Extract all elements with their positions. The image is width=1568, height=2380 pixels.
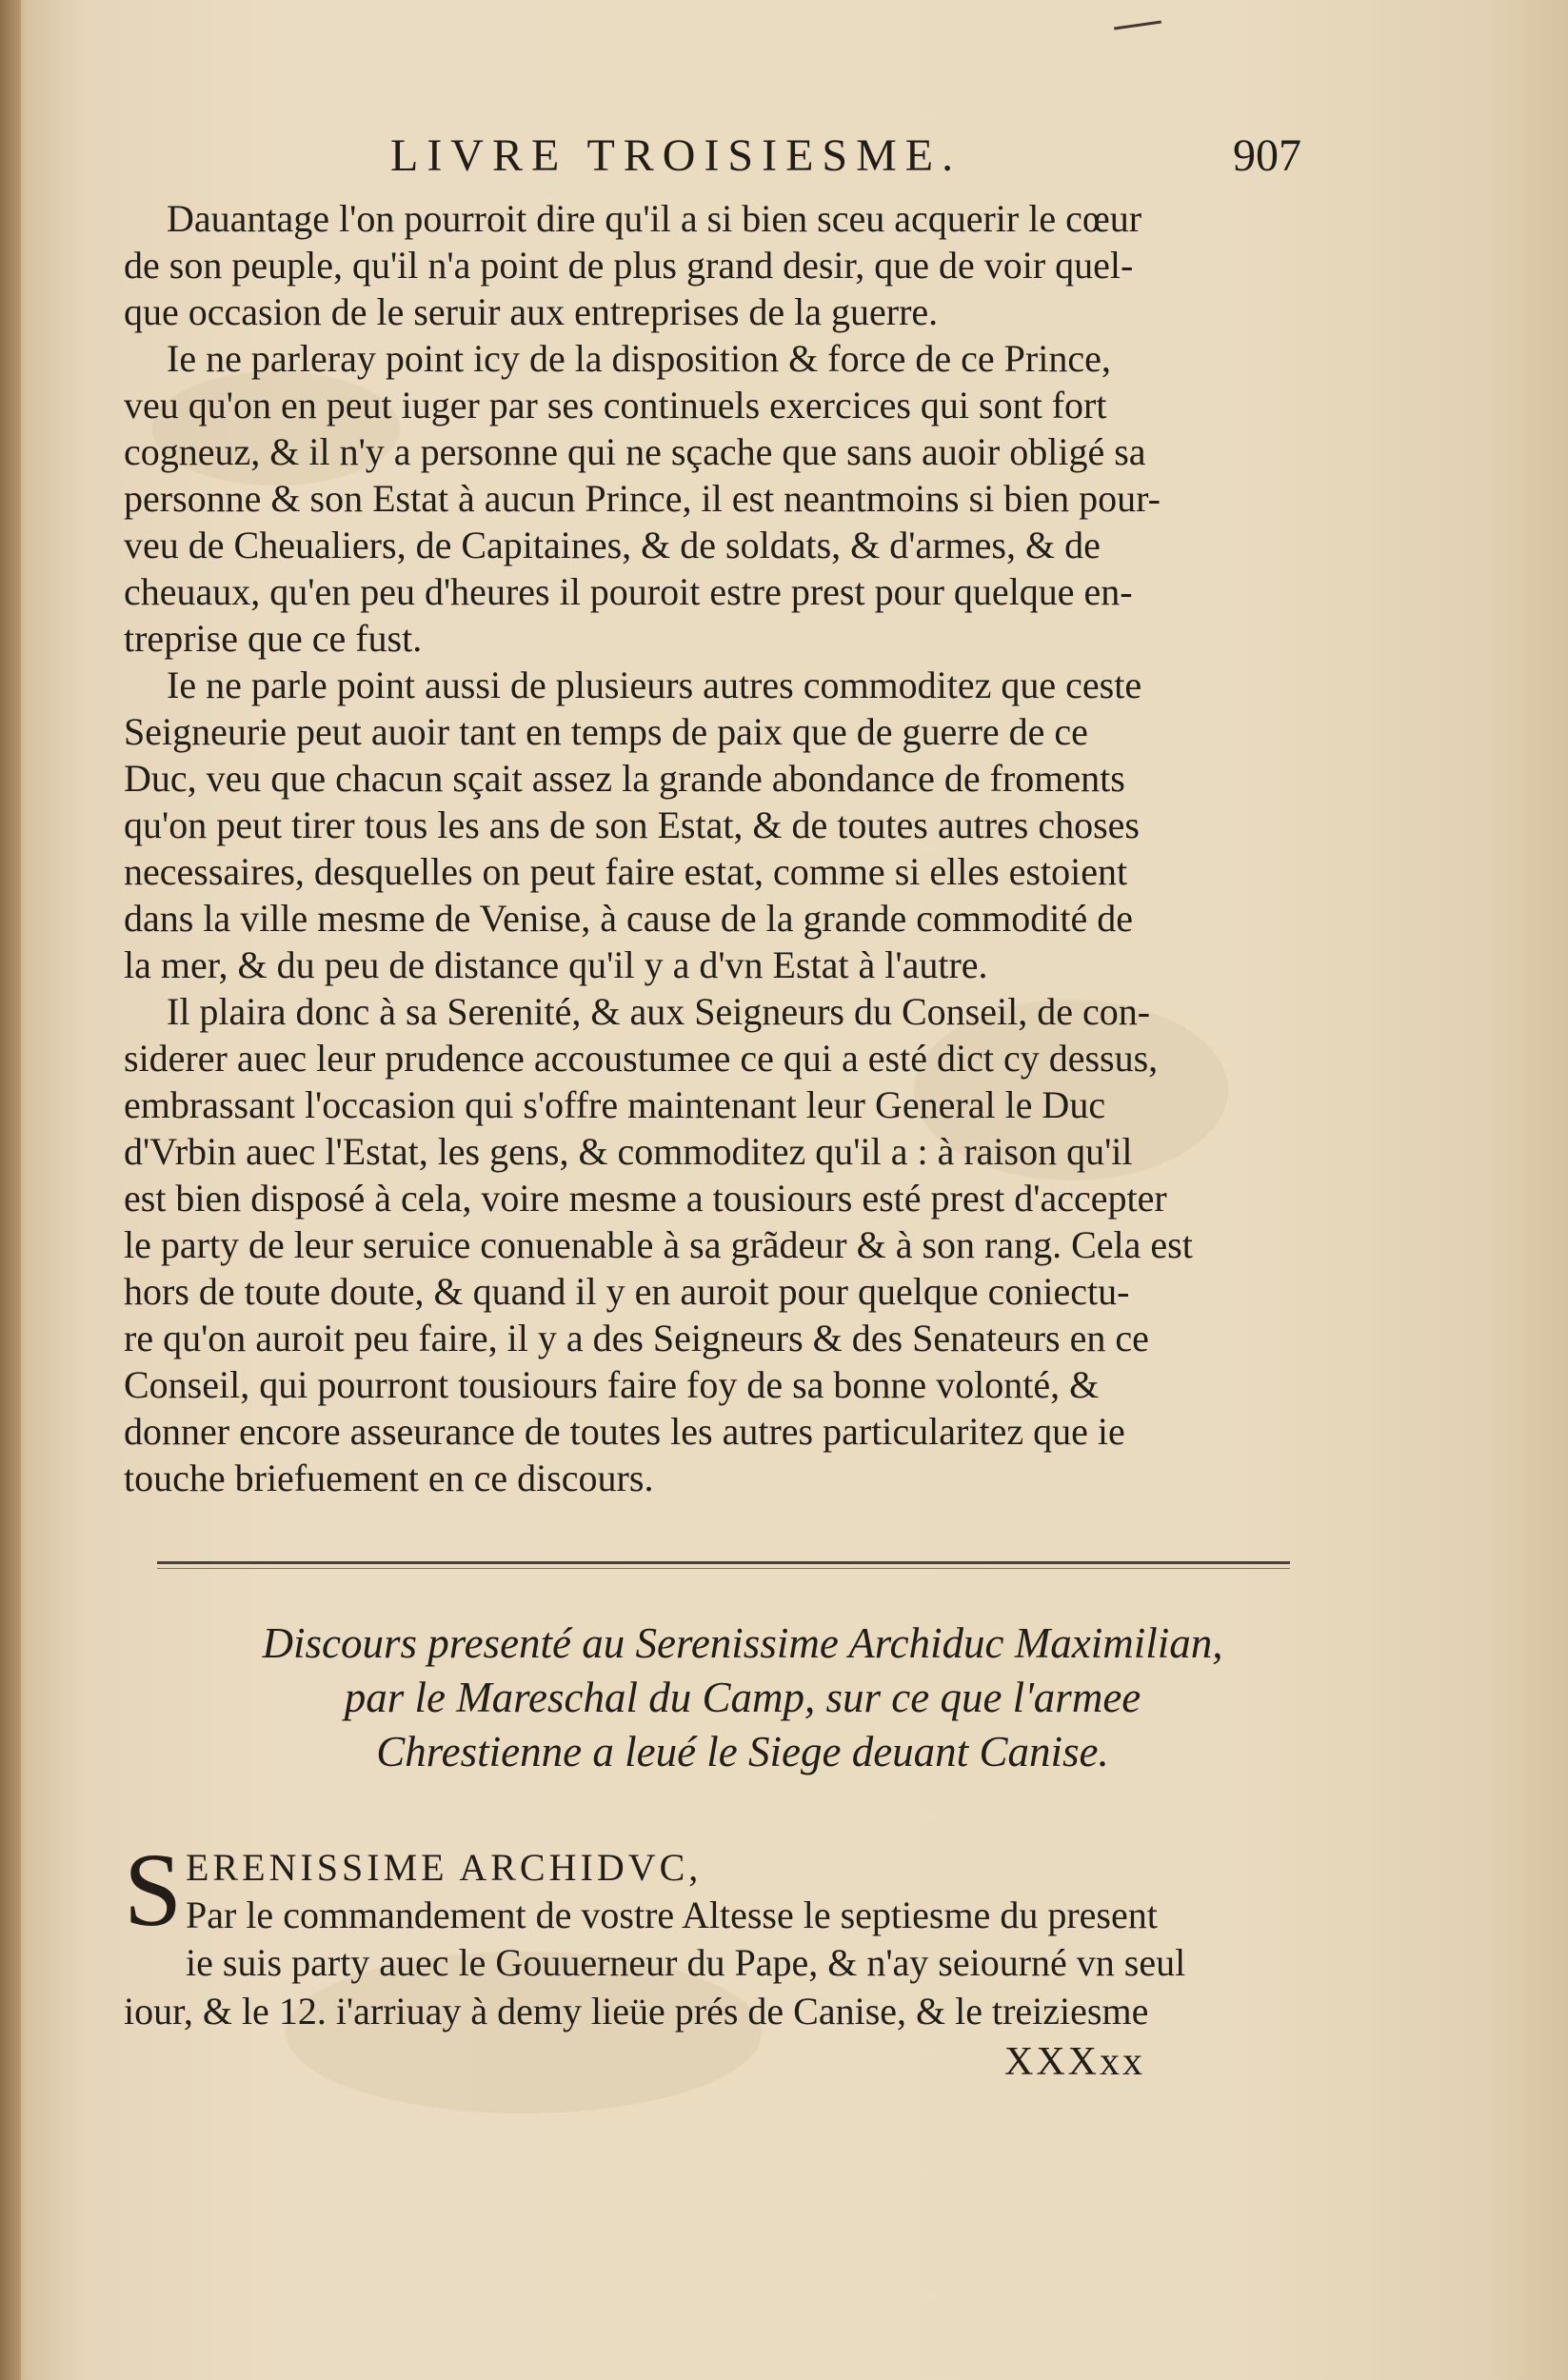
text-line: re qu'on auroit peu faire, il y a des Seigneurs & des Senateurs en ce (124, 1317, 1149, 1359)
main-text-block (124, 195, 1314, 1501)
drop-cap: S (124, 1832, 183, 1948)
discourse-title-line: par le Mareschal du Camp, sur ce que l'armee (344, 1674, 1141, 1721)
text-line: donner encore asseurance de toutes les autres particularitez que ie (124, 1410, 1125, 1453)
text-line: siderer auec leur prudence accoustumee ce qui a esté dict cy dessus, (124, 1037, 1159, 1080)
discourse-title-line: Discours presenté au Serenissime Archiduc Maximilian, (262, 1619, 1223, 1667)
text-line: Duc, veu que chacun sçait assez la grande abondance de froments (124, 757, 1125, 800)
text-line: veu qu'on en peut iuger par ses continuels exercices qui sont fort (124, 384, 1107, 426)
text-line: est bien disposé à cela, voire mesme a tousiours esté prest d'accepter (124, 1177, 1167, 1220)
text-line: cogneuz, & il n'y a personne qui ne sçache que sans auoir obligé sa (124, 430, 1146, 473)
text-line: que occasion de le seruir aux entreprises de la guerre. (124, 290, 939, 333)
letter-lines (186, 1844, 1319, 1987)
text-line: Seigneurie peut auoir tant en temps de paix que de guerre de ce (124, 710, 1088, 753)
ink-mark (1114, 21, 1161, 30)
text-line: touche briefuement en ce discours. (124, 1457, 654, 1499)
discourse-title (124, 1616, 1361, 1779)
text-line: Conseil, qui pourront tousiours faire foy de sa bonne volonté, & (124, 1363, 1100, 1406)
text-line: qu'on peut tirer tous les ans de son Estat, & de toutes autres choses (124, 803, 1140, 846)
text-line: personne & son Estat à aucun Prince, il est neantmoins si bien pour- (124, 477, 1161, 520)
discourse-title-line: Chrestienne a leué le Siege deuant Canise. (376, 1728, 1109, 1775)
text-line: Dauantage l'on pourroit dire qu'il a si bien sceu acquerir le cœur (167, 197, 1142, 240)
catchword-signature: XXXxx (1004, 2040, 1145, 2084)
letter-line: Par le commandement de vostre Altesse le septiesme du present (186, 1894, 1158, 1936)
text-line: dans la ville mesme de Venise, à cause de la grande commodité de (124, 897, 1133, 940)
text-line: embrassant l'occasion qui s'offre maintenant leur General le Duc (124, 1083, 1106, 1126)
letter-line: iour, & le 12. i'arriuay à demy lieüe prés de Canise, & le treiziesme (124, 1990, 1149, 2033)
text-line: cheuaux, qu'en peu d'heures il pouroit estre prest pour quelque en- (124, 570, 1133, 613)
section-divider-rule (157, 1561, 1290, 1564)
running-header (0, 122, 1568, 188)
text-line: Ie ne parle point aussi de plusieurs autres commoditez que ceste (167, 664, 1142, 706)
text-line: la mer, & du peu de distance qu'il y a d'vn Estat à l'autre. (124, 943, 988, 986)
text-line: treprise que ce fust. (124, 617, 423, 660)
text-line: hors de toute doute, & quand il y en auroit pour quelque coniectu- (124, 1270, 1130, 1313)
text-line: veu de Cheualiers, de Capitaines, & de soldats, & d'armes, & de (124, 524, 1101, 566)
page-number: 907 (1233, 130, 1301, 181)
letter-line: ie suis party auec le Gouuerneur du Pape, & n'ay seiourné vn seul (186, 1941, 1186, 1984)
section-divider-thin-rule (157, 1568, 1290, 1569)
running-title: LIVRE TROISIESME. (390, 130, 963, 181)
page-gutter-shadow (0, 0, 21, 2380)
text-line: d'Vrbin auec l'Estat, les gens, & commoditez qu'il a : à raison qu'il (124, 1130, 1133, 1173)
text-line: Ie ne parleray point icy de la disposition & force de ce Prince, (167, 337, 1111, 380)
text-line: de son peuple, qu'il n'a point de plus grand desir, que de voir quel- (124, 244, 1134, 287)
text-line: necessaires, desquelles on peut faire estat, comme si elles estoient (124, 850, 1128, 893)
salutation: ERENISSIME ARCHIDVC, (186, 1846, 703, 1889)
text-line: Il plaira donc à sa Serenité, & aux Seigneurs du Conseil, de con- (167, 990, 1151, 1033)
text-line: le party de leur seruice conuenable à sa grãdeur & à son rang. Cela est (124, 1223, 1193, 1266)
